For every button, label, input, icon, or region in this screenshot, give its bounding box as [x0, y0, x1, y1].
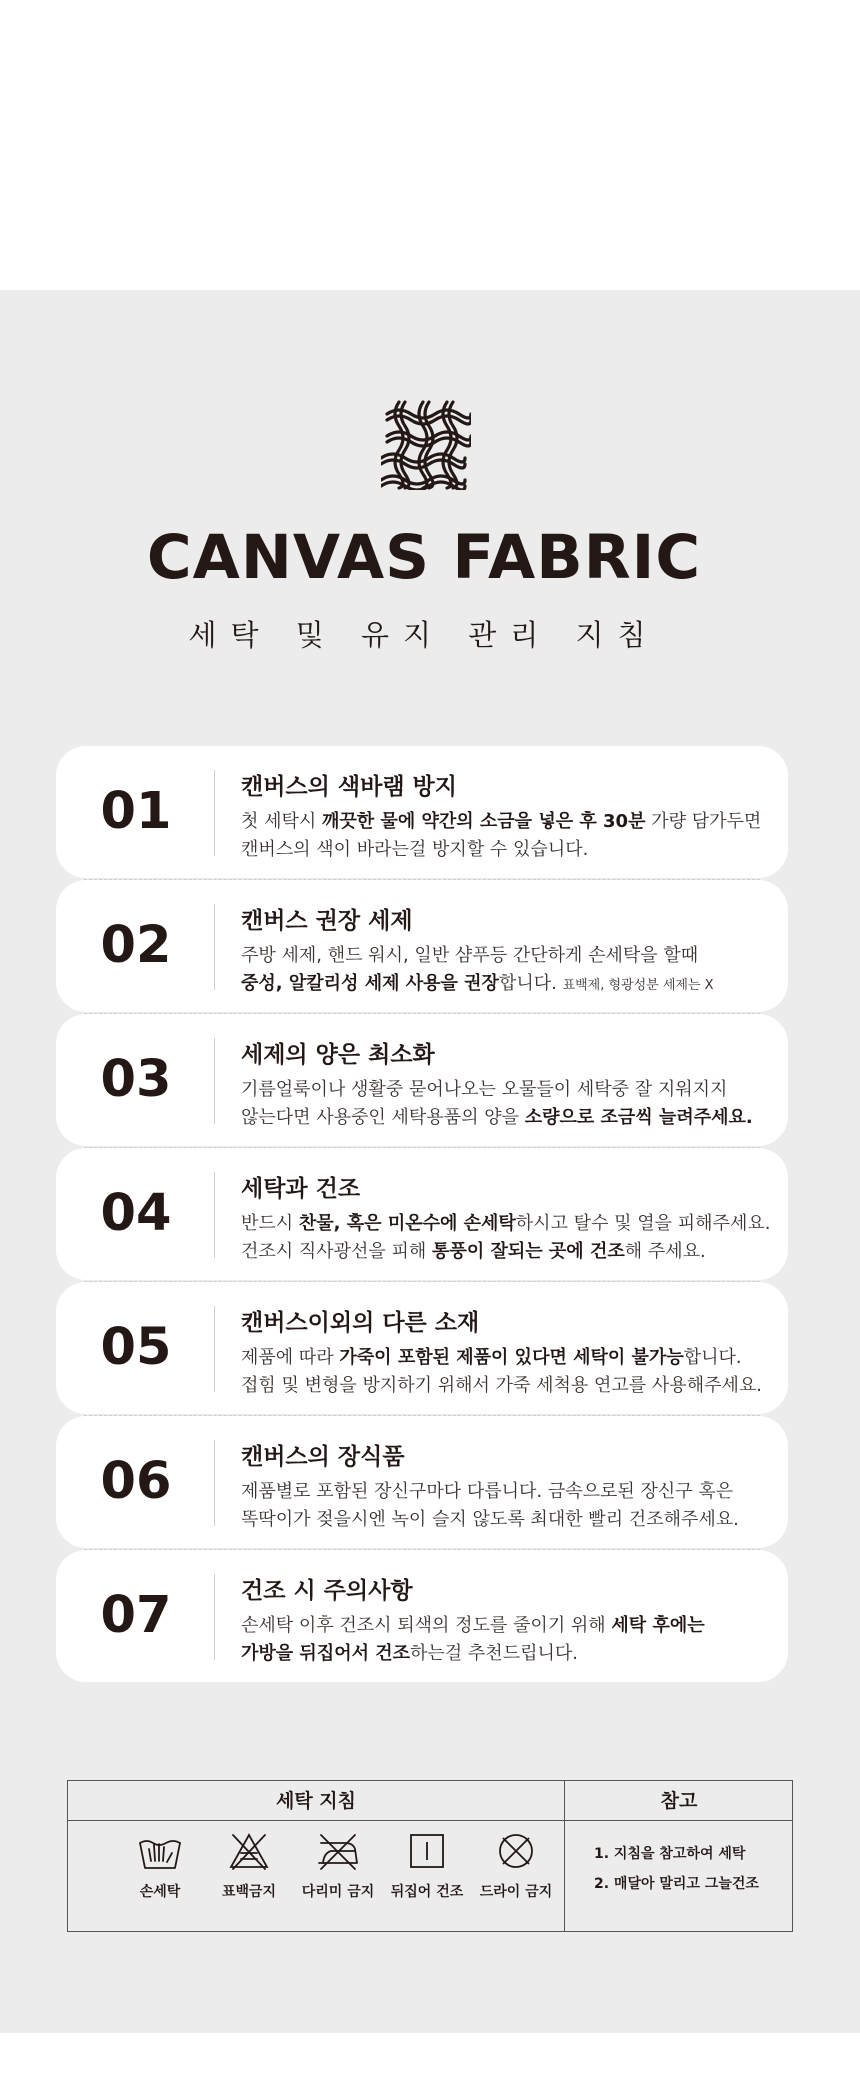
emphasis-text: 통풍이 잘되는 곳에 건조: [432, 1241, 625, 1262]
description-text: 해 주세요.: [624, 1241, 706, 1262]
care-step-card: [56, 1282, 788, 1414]
description-line: [241, 1506, 739, 1534]
step-title: 캔버스이외의 다른 소재: [241, 1310, 480, 1336]
notes-list: [594, 1839, 759, 1899]
description-text: 반드시: [241, 1213, 299, 1234]
care-step-card: [56, 1148, 788, 1280]
emphasis-text: 가방을 뒤집어서 건조: [241, 1643, 411, 1664]
description-line: [241, 1238, 770, 1266]
emphasis-text: 소량으로 조금씩 늘려주세요.: [524, 1107, 753, 1128]
inside-out-dry-icon: [404, 1831, 450, 1871]
description-text: 하는걸 추천드립니다.: [410, 1643, 578, 1664]
symbol-label: 드라이 금지: [479, 1884, 553, 1900]
symbol-label: 다리미 금지: [301, 1884, 375, 1900]
emphasis-text: 가죽이 포함된 제품이 있다면 세탁이 불가능: [339, 1347, 684, 1368]
description-line: [241, 1344, 762, 1372]
symbol-no-dry-clean: [472, 1831, 560, 1901]
step-title: 캔버스의 장식품: [241, 1444, 405, 1470]
page-subtitle: 세탁 및 유지 관리 지침: [188, 618, 660, 652]
description-text: 하시고 탈수 및 열을 피해주세요.: [515, 1213, 771, 1234]
symbol-no-bleach: [205, 1831, 293, 1901]
description-line: [241, 1210, 770, 1238]
care-step-card: [56, 1014, 788, 1146]
hand-wash-icon: [137, 1831, 183, 1871]
step-number: 01: [100, 782, 172, 841]
step-divider: [214, 904, 215, 990]
description-text: 건조시 직사광선을 피해: [241, 1241, 433, 1262]
description-line: [241, 1372, 762, 1400]
step-number: 02: [100, 916, 172, 975]
step-divider: [214, 1038, 215, 1124]
step-description: [241, 1612, 705, 1668]
step-divider: [214, 1172, 215, 1258]
description-text: 합니다.: [683, 1347, 742, 1368]
symbol-label: 손세탁: [139, 1884, 181, 1900]
description-line: [241, 1478, 739, 1506]
care-step-card: [56, 1550, 788, 1682]
description-line: [241, 1076, 753, 1104]
step-number: 07: [100, 1586, 172, 1645]
description-line: [241, 1640, 705, 1668]
step-number: 06: [100, 1452, 172, 1511]
emphasis-text: 깨끗한 물에 약간의 소금을 넣은 후 30분: [322, 811, 646, 832]
symbol-label: 뒤집어 건조: [390, 1884, 464, 1900]
symbol-inside-out-dry: [383, 1831, 471, 1901]
step-divider: [214, 1440, 215, 1526]
symbol-hand-wash: [116, 1831, 204, 1901]
description-line: [241, 1612, 705, 1640]
no-bleach-icon: [226, 1831, 272, 1871]
no-iron-icon: [315, 1831, 361, 1871]
step-title: 캔버스의 색바램 방지: [241, 774, 457, 800]
description-line: [241, 1104, 753, 1132]
step-description: [241, 1344, 762, 1400]
care-step-card: [56, 1416, 788, 1548]
description-line: [241, 836, 761, 864]
table-header-wash-guide: 세탁 지침: [275, 1790, 357, 1812]
step-description: [241, 1478, 739, 1534]
emphasis-text: 찬물, 혹은 미온수에 손세탁: [298, 1213, 516, 1234]
description-text: 똑딱이가 젖을시엔 녹이 슬지 않도록 최대한 빨리 건조해주세요.: [241, 1509, 739, 1530]
step-description: [241, 1210, 770, 1266]
step-number: 03: [100, 1050, 172, 1109]
description-text: 손세탁 이후 건조시 퇴색의 정도를 줄이기 위해: [241, 1615, 612, 1636]
step-divider: [214, 770, 215, 856]
note-item: 1. 지침을 참고하여 세탁: [594, 1846, 746, 1862]
emphasis-text: 세탁 후에는: [611, 1615, 705, 1636]
step-title: 세제의 양은 최소화: [241, 1042, 435, 1068]
description-text: 않는다면 사용중인 세탁용품의 양을: [241, 1107, 525, 1128]
description-text: 제품에 따라: [241, 1347, 340, 1368]
description-text: 제품별로 포함된 장신구마다 다릅니다. 금속으로된 장신구 혹은: [241, 1481, 734, 1502]
symbol-no-iron: [294, 1831, 382, 1901]
description-line: [241, 942, 714, 970]
page-title: CANVAS FABRIC: [146, 522, 702, 593]
description-text: 첫 세탁시: [241, 811, 322, 832]
description-text: 표백제, 형광성분 세제는 X: [562, 978, 714, 993]
description-line: [241, 970, 714, 1000]
step-title: 세탁과 건조: [241, 1176, 361, 1202]
step-title: 건조 시 주의사항: [241, 1578, 413, 1604]
care-symbol-table: [67, 1780, 793, 1932]
table-header-notes: 참고: [660, 1790, 698, 1812]
description-text: 주방 세제, 핸드 워시, 일반 샴푸등 간단하게 손세탁을 할때: [241, 945, 699, 966]
description-text: 기름얼룩이나 생활중 묻어나오는 오물들이 세탁중 잘 지워지지: [241, 1079, 728, 1100]
step-description: [241, 942, 714, 1000]
note-item: 2. 매달아 말리고 그늘건조: [594, 1876, 759, 1892]
symbol-label: 표백금지: [221, 1884, 277, 1900]
step-number: 04: [100, 1184, 172, 1243]
step-divider: [214, 1306, 215, 1392]
woven-fabric-icon: [381, 400, 471, 490]
care-step-card: [56, 880, 788, 1012]
description-text: 캔버스의 색이 바라는걸 방지할 수 있습니다.: [241, 839, 589, 860]
emphasis-text: 중성, 알칼리성 세제 사용을 권장: [241, 973, 499, 994]
description-line: [241, 808, 761, 836]
no-dry-clean-icon: [493, 1831, 539, 1871]
step-description: [241, 808, 761, 864]
description-text: 접힘 및 변형을 방지하기 위해서 가죽 세척용 연고를 사용해주세요.: [241, 1375, 762, 1396]
description-text: 가량 담가두면: [645, 811, 762, 832]
care-step-card: [56, 746, 788, 878]
step-title: 캔버스 권장 세제: [241, 908, 413, 934]
step-number: 05: [100, 1318, 172, 1377]
step-description: [241, 1076, 753, 1132]
step-divider: [214, 1574, 215, 1660]
description-text: 합니다.: [498, 973, 563, 994]
